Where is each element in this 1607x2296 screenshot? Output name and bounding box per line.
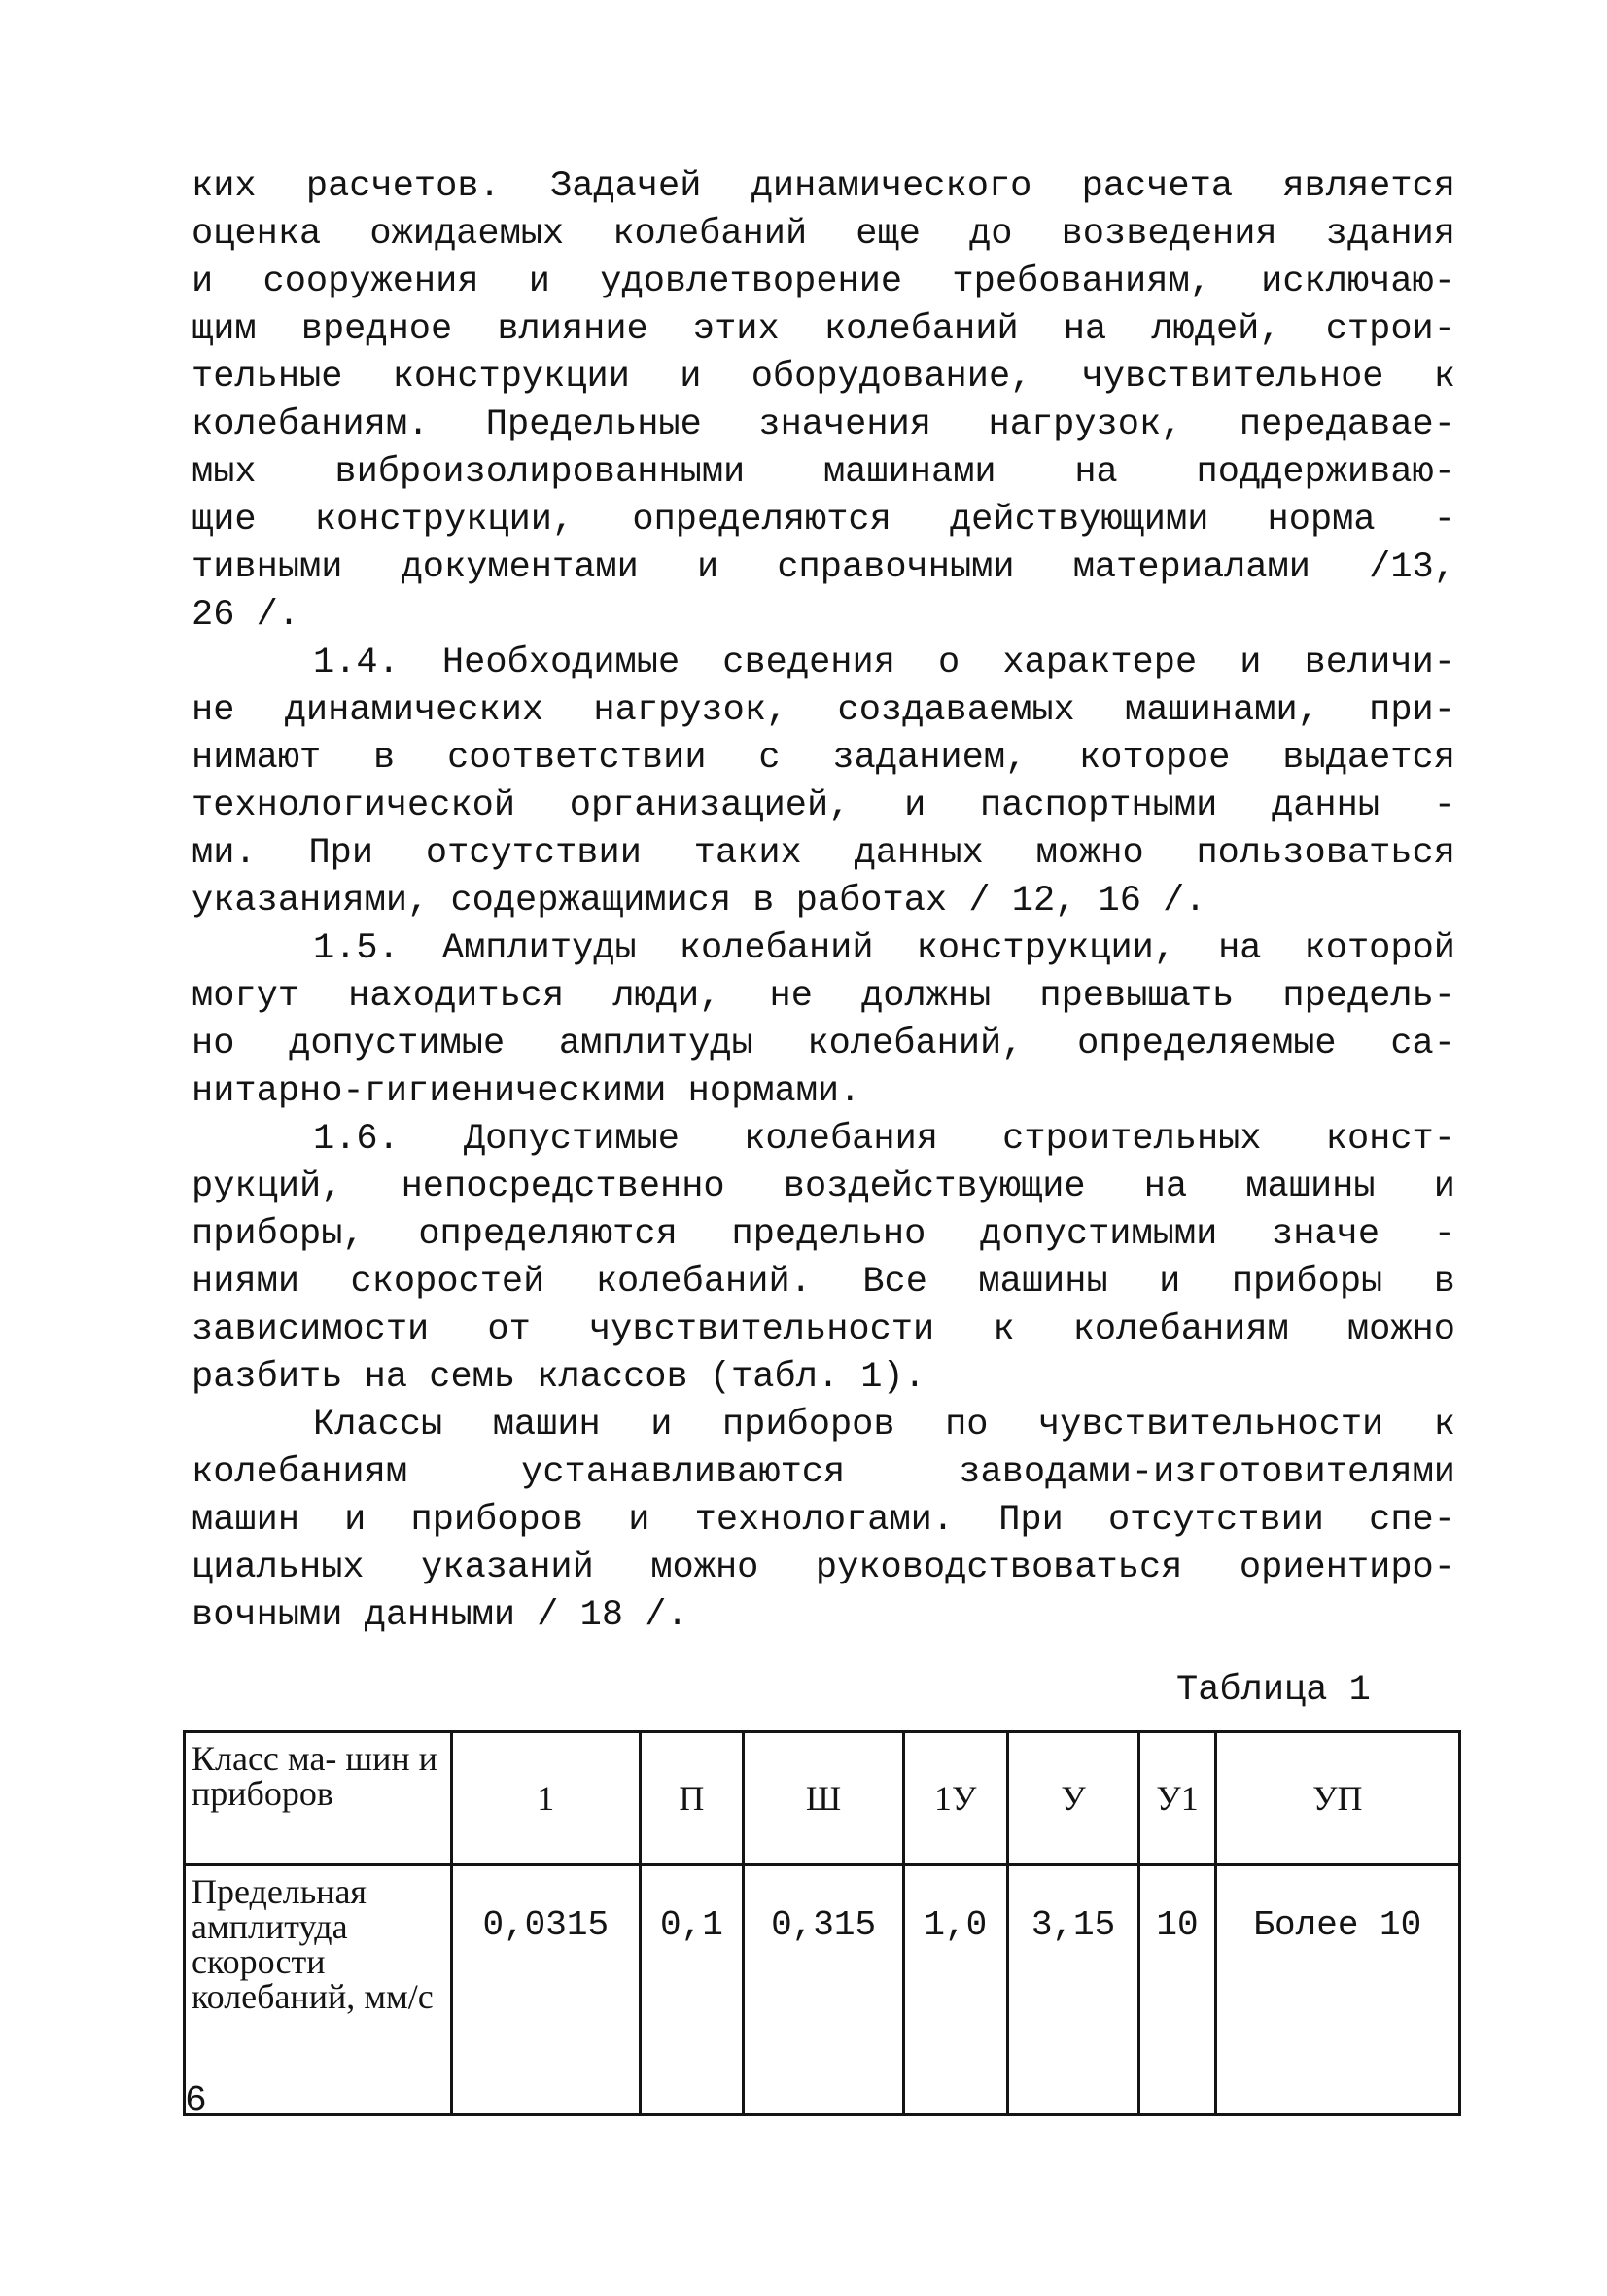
text-line: могут находиться люди, не должны превышать предель- <box>192 976 1455 1017</box>
text-line: указаниями, содержащимися в работах / 12, 16 /. <box>192 881 1206 922</box>
classes-table <box>183 1730 1461 2116</box>
text-line: колебаниям устанавливаются заводами-изготовителями <box>192 1452 1455 1493</box>
value-cell: 3,15 <box>1007 1865 1139 2115</box>
class-cell: У <box>1007 1732 1139 1865</box>
text-line: тивными документами и справочными материалами /13, <box>192 547 1455 588</box>
text-line: машин и приборов и технологами. При отсутствии спе- <box>192 1500 1455 1541</box>
value-cell: 0,315 <box>744 1865 904 2115</box>
text-line: 26 /. <box>192 595 300 636</box>
text-line: вочными данными / 18 /. <box>192 1595 688 1636</box>
text-line: щим вредное влияние этих колебаний на людей, строи- <box>192 309 1455 350</box>
text-line: но допустимые амплитуды колебаний, определяемые са- <box>192 1024 1455 1064</box>
text-line: 1.5. Амплитуды колебаний конструкции, на которой <box>313 928 1455 969</box>
text-line: щие конструкции, определяются действующими норма - <box>192 500 1455 540</box>
text-line: рукций, непосредственно воздействующие на машины и <box>192 1166 1455 1207</box>
text-line: не динамических нагрузок, создаваемых машинами, при- <box>192 690 1455 731</box>
row-header-class: Класс ма- шин и приборов <box>185 1732 452 1865</box>
text-line: и сооружения и удовлетворение требованиям, исключаю- <box>192 261 1455 302</box>
text-line: приборы, определяются предельно допустимыми значе - <box>192 1214 1455 1255</box>
table-row <box>185 1865 1460 2115</box>
class-cell: У1 <box>1139 1732 1215 1865</box>
value-cell: 1,0 <box>903 1865 1007 2115</box>
value-cell: Более 10 <box>1215 1865 1459 2115</box>
class-cell: П <box>640 1732 744 1865</box>
text-line: ниями скоростей колебаний. Все машины и приборы в <box>192 1262 1455 1303</box>
text-line: ми. При отсутствии таких данных можно пользоваться <box>192 833 1455 874</box>
text-line: технологической организацией, и паспортными данны - <box>192 785 1455 826</box>
text-line: колебаниям. Предельные значения нагрузок, передавае- <box>192 404 1455 445</box>
class-cell: 1У <box>903 1732 1007 1865</box>
text-line: нимают в соответствии с заданием, которое выдается <box>192 738 1455 779</box>
value-cell: 0,1 <box>640 1865 744 2115</box>
text-line: мых виброизолированными машинами на поддерживаю- <box>192 452 1455 493</box>
text-line: циальных указаний можно руководствоваться ориентиро- <box>192 1548 1455 1588</box>
row-header-amplitude: Предельная амплитуда скорости колебаний, мм/с <box>185 1865 452 2115</box>
body-text <box>192 163 1455 1640</box>
text-line: Классы машин и приборов по чувствительности к <box>313 1405 1455 1445</box>
text-line: нитарно-гигиеническими нормами. <box>192 1071 861 1112</box>
class-cell: УП <box>1215 1732 1459 1865</box>
text-line: ких расчетов. Задачей динамического расчета является <box>192 166 1455 207</box>
value-cell: 0,0315 <box>452 1865 641 2115</box>
table-caption: Таблица 1 <box>1176 1670 1371 1711</box>
text-line: зависимости от чувствительности к колебаниям можно <box>192 1309 1455 1350</box>
text-line: 1.6. Допустимые колебания строительных конст- <box>313 1119 1455 1160</box>
text-line: оценка ожидаемых колебаний еще до возведения здания <box>192 214 1455 255</box>
table-row <box>185 1732 1460 1865</box>
text-line: тельные конструкции и оборудование, чувствительное к <box>192 357 1455 398</box>
page-number: 6 <box>185 2080 207 2122</box>
text-line: разбить на семь классов (табл. 1). <box>192 1357 926 1398</box>
class-cell: Ш <box>744 1732 904 1865</box>
text-line: 1.4. Необходимые сведения о характере и величи- <box>313 643 1455 683</box>
value-cell: 10 <box>1139 1865 1215 2115</box>
class-cell: 1 <box>452 1732 641 1865</box>
